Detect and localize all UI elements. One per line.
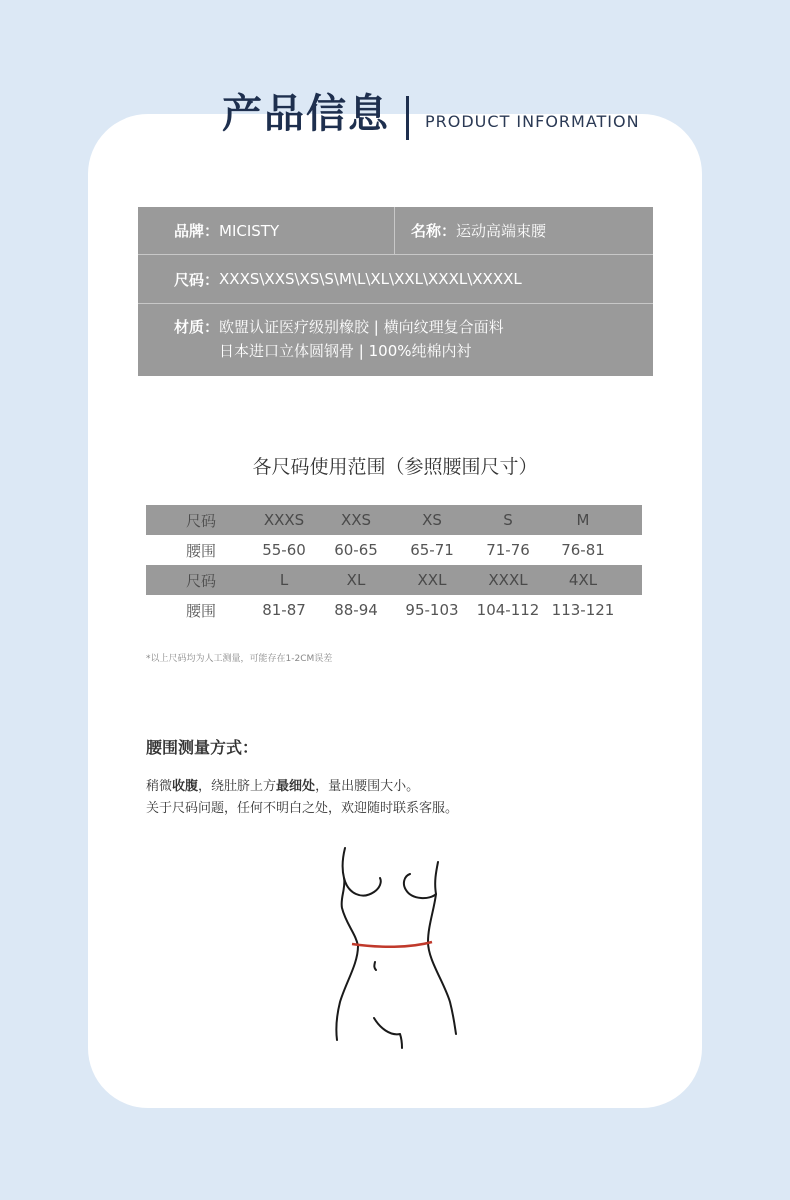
table-cell: XXXS [263,511,305,529]
right-body-outline [428,862,456,1034]
name-cell [395,207,546,254]
table-cell: XXL [417,571,447,589]
row-label: 尺码 [185,511,216,530]
size-chart-table [146,505,642,625]
product-info-panel [138,207,653,376]
left-breast-outline [344,878,381,896]
table-cell: 55-60 [262,541,306,559]
waist-line [352,942,432,947]
page-subtitle: PRODUCT INFORMATION [425,111,640,131]
method-text [146,776,458,820]
table-cell: S [503,511,513,529]
row-label: 腰围 [185,601,216,620]
table-cell: 76-81 [561,541,605,559]
brand-cell [138,207,395,254]
info-row-size [138,255,653,304]
waist-measure-illustration [320,842,470,1052]
table-cell: XXXL [488,571,528,589]
title-divider [406,96,409,140]
table-cell: 88-94 [334,601,378,619]
table-cell: 104-112 [476,601,540,619]
table-cell: L [279,571,289,589]
table-row [146,595,642,625]
size-cell [138,255,522,303]
table-cell: 113-121 [551,601,615,619]
size-chart-title: 各尺码使用范围（参照腰围尺寸） [252,456,538,478]
table-cell: M [576,511,590,529]
info-row-brand-name [138,207,653,255]
page-header [222,86,640,142]
table-cell: 60-65 [334,541,378,559]
material-line-2: 日本进口立体圆钢骨 | 100%纯棉内衬 [219,342,472,360]
measurement-note: *以上尺码均为人工测量，可能存在1-2CM误差 [146,654,333,664]
info-row-material [138,304,653,376]
row-label: 腰围 [185,541,216,560]
navel-mark [374,962,376,970]
table-cell: XS [422,511,442,529]
material-label: 材质： [174,318,220,336]
method-line-2: 关于尺码问题，任何不明白之处，欢迎随时联系客服。 [146,801,459,816]
table-row [146,535,642,565]
size-label: 尺码： [174,270,220,289]
brand-label: 品牌： [174,222,220,240]
name-label: 名称： [411,222,457,240]
table-row [146,565,642,595]
leg-outline [374,1018,402,1048]
table-cell: 71-76 [486,541,530,559]
right-breast-outline [404,874,436,898]
table-cell: 95-103 [405,601,459,619]
table-cell: XL [346,571,366,589]
table-cell: 81-87 [262,601,306,619]
table-cell: 65-71 [410,541,454,559]
table-cell: XXS [340,511,372,529]
table-cell: 4XL [568,571,598,589]
material-cell [138,304,504,376]
method-line-1: 稍微收腹，绕肚脐上方最细处，量出腰围大小。 [146,779,420,794]
brand-value: MICISTY [219,221,280,240]
table-row [146,505,642,535]
method-title: 腰围测量方式： [146,738,259,757]
material-line-1: 欧盟认证医疗级别橡胶 | 横向纹理复合面料 [219,318,504,336]
name-value: 运动高端束腰 [456,222,547,240]
size-value: XXXS\XXS\XS\S\M\L\XL\XXL\XXXL\XXXXL [219,270,522,288]
page-title: 产品信息 [222,91,390,137]
row-label: 尺码 [185,571,216,590]
